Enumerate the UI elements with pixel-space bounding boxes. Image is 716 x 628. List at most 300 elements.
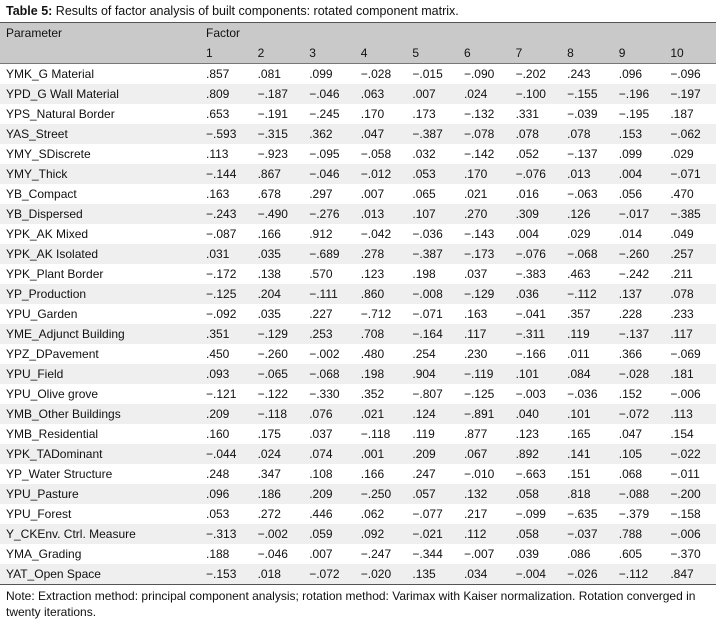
loading-value: −.069 xyxy=(670,347,701,361)
loading-value: −.593 xyxy=(200,124,252,144)
parameter-name: YPZ_DPavement xyxy=(6,347,99,361)
table-row xyxy=(0,84,716,104)
parameter-name: YMK_G Material xyxy=(6,67,95,81)
loading-value: −.062 xyxy=(664,124,716,144)
loading-value: .052 xyxy=(515,147,539,161)
loading-value: −.122 xyxy=(257,387,288,401)
loading-value: −.143 xyxy=(463,227,495,241)
loading-value: .362 xyxy=(303,124,355,144)
loading-value: −.042 xyxy=(360,227,392,241)
loading-value: −.037 xyxy=(561,524,613,544)
loading-value: .170 xyxy=(458,164,510,184)
loading-value: .860 xyxy=(355,284,407,304)
table-row xyxy=(0,224,716,244)
header-spacer xyxy=(0,43,200,64)
loading-value: .047 xyxy=(618,427,643,441)
table-row xyxy=(0,524,716,544)
loading-value: −.065 xyxy=(252,364,304,384)
loading-value: .093 xyxy=(200,364,252,384)
parameter-name: YPU_Forest xyxy=(6,507,72,521)
factor-table xyxy=(0,22,716,585)
loading-value: .160 xyxy=(206,427,230,441)
loading-value: .166 xyxy=(257,227,281,241)
loading-value: −.200 xyxy=(664,484,716,504)
loading-value: .076 xyxy=(303,404,355,424)
loading-value: .173 xyxy=(412,107,436,121)
loading-value: .605 xyxy=(618,547,643,561)
table-row xyxy=(0,204,716,224)
loading-value: .004 xyxy=(515,227,539,241)
loading-value: −.260 xyxy=(613,244,665,264)
factor-number-header: 6 xyxy=(458,43,510,64)
loading-value: .877 xyxy=(463,427,488,441)
loading-value: −.021 xyxy=(406,524,458,544)
table-row xyxy=(0,404,716,424)
loading-value: .013 xyxy=(561,164,613,184)
loading-value: −.003 xyxy=(515,387,546,401)
loading-value: −.002 xyxy=(309,347,340,361)
loading-value: .034 xyxy=(458,564,510,585)
loading-value: .480 xyxy=(360,347,385,361)
parameter-name: YME_Adjunct Building xyxy=(0,324,200,344)
loading-value: −.153 xyxy=(200,564,252,585)
loading-value: .081 xyxy=(257,67,281,81)
loading-value: −.121 xyxy=(206,387,237,401)
loading-value: −.092 xyxy=(206,307,237,321)
loading-value: −.119 xyxy=(458,364,510,384)
loading-value: −.010 xyxy=(463,467,495,481)
loading-value: −.118 xyxy=(360,427,391,441)
loading-value: −.247 xyxy=(360,547,392,561)
loading-value: −.129 xyxy=(458,284,510,304)
loading-value: .331 xyxy=(515,107,539,121)
parameter-name: YPU_Olive grove xyxy=(6,387,99,401)
loading-value: .016 xyxy=(515,187,539,201)
loading-value: −.807 xyxy=(412,387,443,401)
loading-value: −.090 xyxy=(463,67,495,81)
loading-value: .352 xyxy=(360,387,385,401)
loading-value: −.155 xyxy=(561,84,613,104)
loading-value: −.370 xyxy=(670,547,701,561)
loading-value: −.311 xyxy=(510,324,562,344)
loading-value: −.087 xyxy=(206,227,237,241)
loading-value: .039 xyxy=(515,547,539,561)
loading-value: −.004 xyxy=(510,564,562,585)
loading-value: .211 xyxy=(670,267,693,281)
loading-value: .154 xyxy=(670,427,694,441)
loading-value: .035 xyxy=(257,307,281,321)
loading-value: −.158 xyxy=(670,507,701,521)
loading-value: .057 xyxy=(406,484,458,504)
loading-value: −.379 xyxy=(618,507,650,521)
factor-number-header: 4 xyxy=(355,43,407,64)
loading-value: .035 xyxy=(252,244,304,264)
loading-value: −.663 xyxy=(515,467,546,481)
loading-value: −.132 xyxy=(463,107,495,121)
loading-value: .847 xyxy=(664,564,716,585)
loading-value: .570 xyxy=(309,267,333,281)
parameter-name: YMY_Thick xyxy=(0,164,200,184)
loading-value: .101 xyxy=(510,364,562,384)
loading-value: .108 xyxy=(309,467,333,481)
loading-value: .230 xyxy=(463,347,488,361)
table-row xyxy=(0,464,716,484)
loading-value: .067 xyxy=(458,444,510,464)
table-row xyxy=(0,184,716,204)
loading-value: .053 xyxy=(206,507,230,521)
factor-number-header: 5 xyxy=(406,43,458,64)
loading-value: −.112 xyxy=(561,284,613,304)
loading-value: .904 xyxy=(406,364,458,384)
loading-value: .056 xyxy=(618,187,643,201)
loading-value: .123 xyxy=(515,427,539,441)
parameter-name: YP_Production xyxy=(0,284,200,304)
loading-value: .227 xyxy=(309,307,333,321)
loading-value: −.026 xyxy=(561,564,613,585)
loading-value: −.242 xyxy=(618,267,650,281)
loading-value: .151 xyxy=(567,467,591,481)
loading-value: −.712 xyxy=(360,307,392,321)
loading-value: −.195 xyxy=(618,107,650,121)
loading-value: .198 xyxy=(412,267,436,281)
loading-value: .018 xyxy=(252,564,304,585)
loading-value: .137 xyxy=(613,284,665,304)
loading-value: .809 xyxy=(200,84,252,104)
loading-value: .126 xyxy=(561,204,613,224)
parameter-name: YB_Compact xyxy=(6,187,77,201)
loading-value: .135 xyxy=(406,564,458,585)
loading-value: .117 xyxy=(664,324,716,344)
table-row xyxy=(0,264,716,284)
loading-value: −.164 xyxy=(406,324,458,344)
loading-value: .309 xyxy=(510,204,562,224)
loading-value: .228 xyxy=(618,307,643,321)
loading-value: −.125 xyxy=(463,387,495,401)
loading-value: .653 xyxy=(206,107,230,121)
loading-value: .049 xyxy=(670,227,694,241)
loading-value: .175 xyxy=(257,427,281,441)
loading-value: .153 xyxy=(613,124,665,144)
loading-value: .123 xyxy=(360,267,385,281)
loading-value: −.260 xyxy=(257,347,288,361)
loading-value: −.071 xyxy=(664,164,716,184)
loading-value: −.125 xyxy=(200,284,252,304)
loading-value: .187 xyxy=(670,107,694,121)
loading-value: .086 xyxy=(567,547,591,561)
parameter-name: YPU_Garden xyxy=(6,307,78,321)
loading-value: −.046 xyxy=(303,164,355,184)
loading-value: .084 xyxy=(561,364,613,384)
parameter-name: YPS_Natural Border xyxy=(6,107,115,121)
loading-value: −.008 xyxy=(406,284,458,304)
loading-value: −.383 xyxy=(515,267,546,281)
loading-value: −.111 xyxy=(303,284,355,304)
loading-value: −.007 xyxy=(463,547,495,561)
loading-value: .204 xyxy=(252,284,304,304)
loading-value: .347 xyxy=(257,467,281,481)
loading-value: −.137 xyxy=(567,147,598,161)
loading-value: .040 xyxy=(510,404,562,424)
loading-value: −.063 xyxy=(567,187,598,201)
loading-value: −.490 xyxy=(252,204,304,224)
loading-value: .708 xyxy=(355,324,407,344)
loading-value: −.276 xyxy=(303,204,355,224)
table-note: Note: Extraction method: principal component analysis; rotation method: Varimax with Kaiser normalization. Rotation converged in twenty iterations. xyxy=(6,589,696,619)
loading-value: .186 xyxy=(252,484,304,504)
table-caption xyxy=(6,4,459,18)
loading-value: −.078 xyxy=(458,124,510,144)
loading-value: −.387 xyxy=(406,244,458,264)
table-row xyxy=(0,324,716,344)
parameter-name: YAT_Open Space xyxy=(0,564,200,585)
loading-value: .037 xyxy=(309,427,333,441)
loading-value: .818 xyxy=(561,484,613,504)
loading-value: .163 xyxy=(463,307,488,321)
table-row xyxy=(0,244,716,264)
loading-value: .138 xyxy=(257,267,281,281)
table-row xyxy=(0,344,716,364)
loading-value: −.196 xyxy=(613,84,665,104)
loading-value: .254 xyxy=(412,347,436,361)
loading-value: .062 xyxy=(360,507,385,521)
loading-value: −.095 xyxy=(309,147,340,161)
loading-value: −.071 xyxy=(412,307,443,321)
loading-value: .007 xyxy=(406,84,458,104)
factor-number-header: 2 xyxy=(252,43,304,64)
loading-value: .278 xyxy=(355,244,407,264)
loading-value: .141 xyxy=(561,444,613,464)
loading-value: −.137 xyxy=(613,324,665,344)
loading-value: .024 xyxy=(458,84,510,104)
table-row xyxy=(0,444,716,464)
loading-value: −.036 xyxy=(567,387,598,401)
loading-value: −.017 xyxy=(613,204,665,224)
loading-value: −.635 xyxy=(567,507,598,521)
table-row xyxy=(0,384,716,404)
loading-value: −.041 xyxy=(515,307,546,321)
header-row-factors xyxy=(0,43,716,64)
table-row xyxy=(0,164,716,184)
loading-value: −.002 xyxy=(252,524,304,544)
loading-value: .107 xyxy=(406,204,458,224)
loading-value: .078 xyxy=(510,124,562,144)
loading-value: −.112 xyxy=(613,564,665,585)
table-row xyxy=(0,564,716,585)
loading-value: .912 xyxy=(309,227,333,241)
loading-value: −.076 xyxy=(510,164,562,184)
loading-value: −.191 xyxy=(257,107,288,121)
parameter-name: YB_Dispersed xyxy=(0,204,200,224)
table-row xyxy=(0,124,716,144)
table-row xyxy=(0,484,716,504)
loading-value: .032 xyxy=(412,147,436,161)
loading-value: .209 xyxy=(200,404,252,424)
loading-value: .004 xyxy=(613,164,665,184)
table-caption-label: Table 5: xyxy=(6,4,53,18)
loading-value: .351 xyxy=(200,324,252,344)
loading-value: .001 xyxy=(355,444,407,464)
parameter-name: YPK_AK Isolated xyxy=(0,244,200,264)
loading-value: .119 xyxy=(561,324,613,344)
loading-value: .021 xyxy=(463,187,488,201)
loading-value: −.006 xyxy=(664,524,716,544)
loading-value: .024 xyxy=(252,444,304,464)
loading-value: .053 xyxy=(406,164,458,184)
table-row xyxy=(0,284,716,304)
loading-value: .074 xyxy=(303,444,355,464)
loading-value: −.076 xyxy=(510,244,562,264)
loading-value: .166 xyxy=(360,467,385,481)
loading-value: −.923 xyxy=(257,147,288,161)
loading-value: .152 xyxy=(618,387,643,401)
factor-number-header: 7 xyxy=(510,43,562,64)
table-row xyxy=(0,364,716,384)
loading-value: −.088 xyxy=(613,484,665,504)
loading-value: −.099 xyxy=(515,507,546,521)
loading-value: −.100 xyxy=(510,84,562,104)
loading-value: −.077 xyxy=(412,507,443,521)
loading-value: .063 xyxy=(355,84,407,104)
parameter-name: YPD_G Wall Material xyxy=(0,84,200,104)
loading-value: .113 xyxy=(664,404,716,424)
parameter-name: YPK_Plant Border xyxy=(6,267,104,281)
loading-value: −.046 xyxy=(257,547,288,561)
loading-value: .163 xyxy=(206,187,230,201)
loading-value: −.012 xyxy=(355,164,407,184)
loading-value: −.689 xyxy=(303,244,355,264)
loading-value: .065 xyxy=(412,187,436,201)
loading-value: −.096 xyxy=(670,67,701,81)
rotated-component-matrix xyxy=(0,22,716,585)
loading-value: .788 xyxy=(613,524,665,544)
loading-value: −.020 xyxy=(355,564,407,585)
loading-value: −.058 xyxy=(360,147,392,161)
loading-value: .892 xyxy=(510,444,562,464)
loading-value: .450 xyxy=(206,347,230,361)
loading-value: −.015 xyxy=(412,67,443,81)
factor-header: Factor xyxy=(200,23,716,44)
parameter-name: YMA_Grading xyxy=(6,547,82,561)
parameter-name: YMB_Other Buildings xyxy=(0,404,200,424)
parameter-name: YPK_TADominant xyxy=(0,444,200,464)
loading-value: −.036 xyxy=(412,227,443,241)
loading-value: .105 xyxy=(613,444,665,464)
loading-value: −.072 xyxy=(303,564,355,585)
loading-value: .096 xyxy=(618,67,643,81)
table-body xyxy=(0,64,716,585)
loading-value: −.068 xyxy=(561,244,613,264)
loading-value: −.044 xyxy=(200,444,252,464)
loading-value: −.022 xyxy=(664,444,716,464)
loading-value: −.173 xyxy=(458,244,510,264)
loading-value: .014 xyxy=(618,227,643,241)
loading-value: −.129 xyxy=(252,324,304,344)
loading-value: .181 xyxy=(664,364,716,384)
factor-number-header: 8 xyxy=(561,43,613,64)
table-row xyxy=(0,104,716,124)
loading-value: .037 xyxy=(463,267,488,281)
loading-value: .119 xyxy=(412,427,435,441)
parameter-name: YAS_Street xyxy=(0,124,200,144)
loading-value: .096 xyxy=(200,484,252,504)
parameter-name: Y_CKEnv. Ctrl. Measure xyxy=(0,524,200,544)
loading-value: .068 xyxy=(618,467,643,481)
loading-value: .217 xyxy=(463,507,488,521)
loading-value: .029 xyxy=(670,147,694,161)
loading-value: .092 xyxy=(355,524,407,544)
loading-value: −.046 xyxy=(303,84,355,104)
loading-value: −.243 xyxy=(200,204,252,224)
loading-value: .463 xyxy=(567,267,591,281)
loading-value: −.387 xyxy=(406,124,458,144)
loading-value: .247 xyxy=(412,467,436,481)
loading-value: .099 xyxy=(618,147,643,161)
parameter-name: YPK_AK Mixed xyxy=(6,227,89,241)
loading-value: −.142 xyxy=(463,147,495,161)
loading-value: .188 xyxy=(206,547,230,561)
loading-value: .470 xyxy=(670,187,694,201)
table-row xyxy=(0,544,716,564)
loading-value: .013 xyxy=(355,204,407,224)
header-row-top xyxy=(0,23,716,44)
loading-value: .058 xyxy=(510,524,562,544)
factor-number-header: 1 xyxy=(200,43,252,64)
loading-value: .078 xyxy=(561,124,613,144)
loading-value: .059 xyxy=(303,524,355,544)
loading-value: .357 xyxy=(567,307,591,321)
factor-number-header: 3 xyxy=(303,43,355,64)
loading-value: −.028 xyxy=(613,364,665,384)
loading-value: .165 xyxy=(567,427,591,441)
factor-number-header: 9 xyxy=(613,43,665,64)
loading-value: −.202 xyxy=(515,67,546,81)
loading-value: −.891 xyxy=(458,404,510,424)
loading-value: .021 xyxy=(355,404,407,424)
loading-value: .257 xyxy=(664,244,716,264)
loading-value: −.144 xyxy=(200,164,252,184)
loading-value: .857 xyxy=(206,67,230,81)
table-row xyxy=(0,424,716,444)
loading-value: −.245 xyxy=(309,107,340,121)
loading-value: .233 xyxy=(670,307,694,321)
loading-value: .243 xyxy=(567,67,591,81)
loading-value: −.011 xyxy=(670,467,700,481)
loading-value: .113 xyxy=(206,147,229,161)
loading-value: .209 xyxy=(303,484,355,504)
parameter-name: YMY_SDiscrete xyxy=(6,147,91,161)
loading-value: −.118 xyxy=(252,404,304,424)
parameter-header: Parameter xyxy=(0,23,200,44)
loading-value: −.385 xyxy=(664,204,716,224)
loading-value: −.250 xyxy=(355,484,407,504)
parameter-name: YPU_Pasture xyxy=(0,484,200,504)
loading-value: .253 xyxy=(303,324,355,344)
factor-number-header: 10 xyxy=(664,43,716,64)
loading-value: .036 xyxy=(510,284,562,304)
loading-value: .132 xyxy=(458,484,510,504)
loading-value: −.006 xyxy=(670,387,701,401)
loading-value: −.330 xyxy=(309,387,340,401)
table-row xyxy=(0,504,716,524)
loading-value: −.187 xyxy=(252,84,304,104)
loading-value: −.197 xyxy=(664,84,716,104)
loading-value: −.072 xyxy=(613,404,665,424)
loading-value: .248 xyxy=(206,467,230,481)
loading-value: .297 xyxy=(309,187,333,201)
table-row xyxy=(0,144,716,164)
loading-value: −.028 xyxy=(360,67,392,81)
loading-value: −.315 xyxy=(252,124,304,144)
